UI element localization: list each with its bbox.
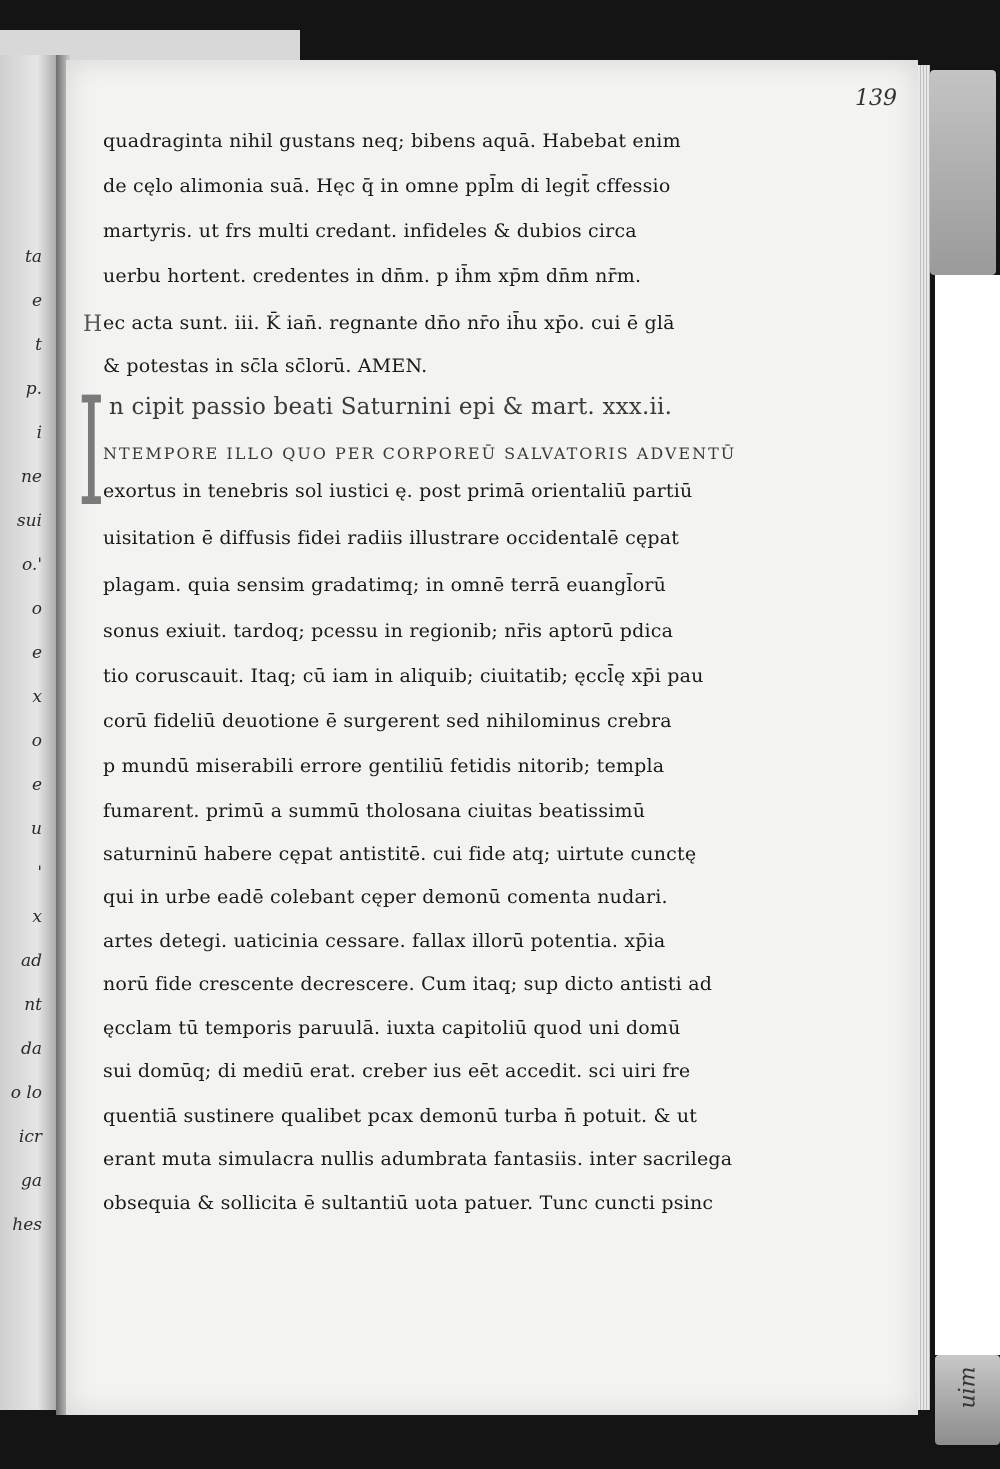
left-page-fragment: nt [24, 995, 42, 1015]
left-page-fragment: x [32, 907, 42, 927]
binding-tab-top [930, 70, 996, 275]
left-page-edge [0, 55, 62, 1410]
binding-tab-bottom [935, 1355, 1000, 1445]
left-page-fragment: o [31, 599, 42, 619]
text-line: tio coruscauit. Itaq; cū iam in aliquib; ciuitatib; ęccl̄ę xp̄i pau [103, 665, 704, 687]
text-line: qui in urbe eadē colebant cęper demonū comenta nudari. [103, 886, 668, 908]
left-page-fragment: ne [20, 467, 42, 487]
capitals-line: NTEMPORE ILLO QUO PER CORPOREŪ SALVATORIS ADVENTŪ [103, 444, 737, 463]
text-line: artes detegi. uaticinia cessare. fallax illorū potentia. xp̄ia [103, 930, 666, 952]
left-page-fragment: ga [20, 1171, 42, 1191]
left-page-fragment: o lo [10, 1083, 42, 1103]
text-line: & potestas in sc̄la sc̄lorū. AMEN. [103, 355, 428, 377]
left-page-text-fragments [0, 235, 42, 1247]
left-page-fragment: u [31, 819, 42, 839]
text-line: de cęlo alimonia suā. Hęc q̄ in omne ppl̄m di̇ legit̄ cffessio [103, 175, 671, 197]
text-line: uerbu hortent. credentes in dn̄m. p ih̄m xp̄m dn̄m nr̄m. [103, 265, 642, 287]
text-line: ec acta sunt. iii. K̄ ian̄. regnante dn̄o nr̄o ih̄u xp̄o. cui ē glā [103, 312, 675, 334]
text-line: quadraginta nihil gustans neq; bibens aquā. Habebat enim [103, 130, 681, 152]
text-line: plagam. quia sensim gradatimq; in omnē terrā euangl̄orū [103, 574, 667, 596]
text-line: p mundū miserabili errore gentiliū fetidis nitorib; templa [103, 755, 665, 777]
text-line: sui domūq; di̇ mediū erat. creber ius eēt accedit. sci uiri fre [103, 1060, 691, 1082]
left-page-fragment: hes [12, 1215, 42, 1235]
left-page-fragment: icr [18, 1127, 42, 1147]
left-page-fragment: ad [20, 951, 42, 971]
left-page-fragment: ta [25, 247, 42, 267]
bottom-tab-label: uim [955, 1366, 981, 1409]
left-page-fragment: sui [16, 511, 42, 531]
incipit-rubric: n cipit passio beati Saturnini epi & mart. xxx.ii. [109, 394, 673, 420]
left-page-fragment: o [31, 731, 42, 751]
text-line: corū fideliū deuotione ē surgerent sed nihilominus crebra [103, 710, 672, 732]
text-line: saturninū habere cępat antistitē. cui fide atq; uirtute cunctę [103, 843, 697, 865]
text-line: norū fide crescente decrescere. Cum itaq; sup dicto antisti ad [103, 973, 713, 995]
left-page-fragment: x [32, 687, 42, 707]
folio-number: 139 [855, 86, 897, 111]
left-page-fragment: p. [25, 379, 42, 399]
text-line: obsequia & sollicita ē sultantiū uota patuer. Tunc cuncti psinc [103, 1192, 714, 1214]
text-line: martyris. ut frs multi credant. infideles & dubios circa [103, 220, 637, 242]
left-page-fragment: da [20, 1039, 42, 1059]
text-line: exortus in tenebris sol iustici ę. post primā orientaliū partiū [103, 480, 693, 502]
text-line: erant muta simulacra nullis adumbrata fantasiis. inter sacrilega [103, 1148, 733, 1170]
white-backing [935, 275, 1000, 1355]
text-line: quentiā sustinere qualibet pcax demonū turba n̄ potuit. & ut [103, 1105, 698, 1127]
text-line: fumarent. primū a summū tholosana ciuitas beatissimū [103, 800, 646, 822]
page-stack-edge [918, 65, 930, 1410]
text-line: uisitation ē diffusis fidei radiis illustrare occidentalē cępat [103, 527, 680, 549]
left-page-fragment: o.' [21, 555, 42, 575]
left-page-fragment: ' [37, 863, 42, 883]
text-line: ęcclam tū temporis paruulā. iuxta capitoliū quod uni domū [103, 1017, 681, 1039]
text-line: sonus exiuit. tardoq; pcessu in regionib; nr̄is aptorū pdica [103, 620, 674, 642]
marginal-initial-h: H [83, 312, 103, 337]
left-page-fragment: e [31, 291, 42, 311]
left-page-fragment: e [31, 643, 42, 663]
left-page-fragment: t [35, 335, 42, 355]
left-page-fragment: i [36, 423, 42, 443]
decorated-initial-i: I [78, 366, 105, 540]
left-page-fragment: e [31, 775, 42, 795]
